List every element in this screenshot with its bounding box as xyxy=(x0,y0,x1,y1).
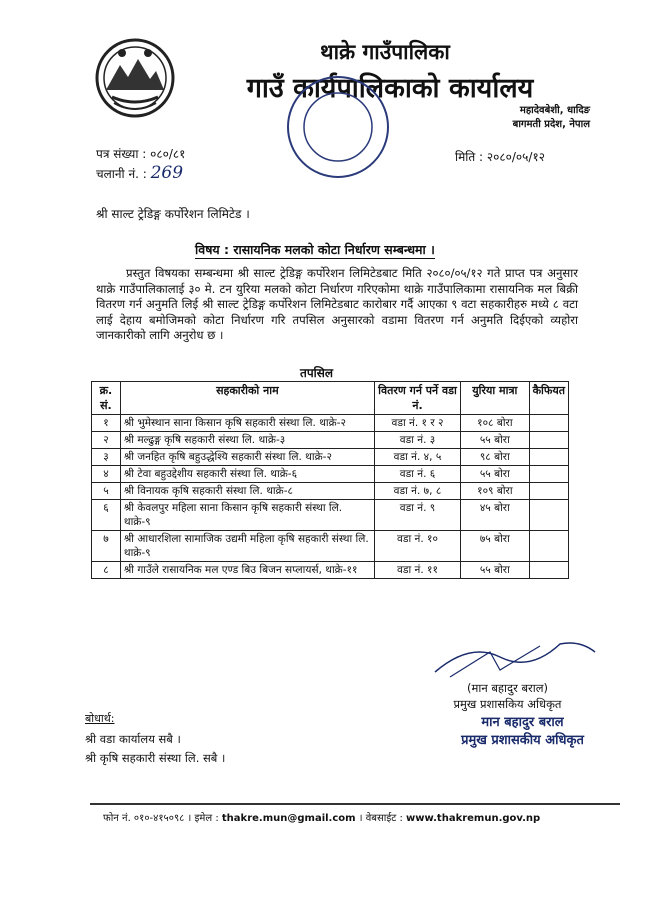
cell-qty: ४५ बोरा xyxy=(461,500,529,531)
cell-remark xyxy=(529,562,568,579)
footer-website-label: । वेबसाईट : xyxy=(358,813,403,824)
footer xyxy=(103,810,540,824)
cc-item: श्री वडा कार्यालय सबै । xyxy=(85,732,181,746)
cell-ward: वडा नं. ३ xyxy=(374,432,460,449)
cell-remark xyxy=(529,500,568,531)
cell-sn: ३ xyxy=(92,449,121,466)
cell-ward: वडा नं. १० xyxy=(374,531,460,562)
table-row xyxy=(92,432,569,449)
cell-remark xyxy=(529,449,568,466)
cell-ward: वडा नं. ४, ५ xyxy=(374,449,460,466)
footer-divider xyxy=(90,803,620,805)
header-org-line2: गाउँ कार्यपालिकाको कार्यालय xyxy=(246,73,534,104)
cell-sn: ४ xyxy=(92,466,121,483)
table-row xyxy=(92,415,569,432)
cell-remark xyxy=(529,466,568,483)
chalani-label: चलानी नं. : xyxy=(96,167,147,181)
cell-sn: ७ xyxy=(92,531,121,562)
cell-ward: वडा नं. ६ xyxy=(374,466,460,483)
chalani-value: 269 xyxy=(150,163,184,183)
cell-qty: ७५ बोरा xyxy=(461,531,529,562)
signatory-title: प्रमुख प्रशासकिय अधिकृत xyxy=(453,697,562,711)
address-line1: महादेवबेशी, धादिङ xyxy=(519,105,590,116)
signature-stamp-name: मान बहादुर बराल xyxy=(481,715,564,730)
table-row xyxy=(92,562,569,579)
cc-label: बोधार्थ: xyxy=(85,712,115,725)
signatory-name: (मान बहादुर बराल) xyxy=(466,681,549,695)
cell-ward: वडा नं. ९ xyxy=(374,500,460,531)
cell-name: श्री विनायक कृषि सहकारी संस्था लि. थाक्रे-८ xyxy=(120,483,374,500)
footer-website: www.thakremun.gov.np xyxy=(406,813,541,824)
cell-sn: ६ xyxy=(92,500,121,531)
col-sn: क्र. सं. xyxy=(92,382,121,415)
cell-name: श्री टेवा बहुउद्देशीय सहकारी संस्था लि. थाक्रे-६ xyxy=(120,466,374,483)
miti-value: २०८०/०५/१२ xyxy=(486,150,545,164)
cell-name: श्री गाउँले रासायनिक मल एण्ड बिउ बिजन सप्लायर्स, थाक्रे-११ xyxy=(120,562,374,579)
body-paragraph: प्रस्तुत विषयका सम्बन्धमा श्री साल्ट ट्रेडिङ्ग कर्पोरेशन लिमिटेडबाट मिति २०८०/०५/१२ गते प्राप्त पत्र अनुसार थाक्रे गाउँपालिकालाई ३० मे. टन युरिया मलको कोटा निर्धारण गरिएकोमा थाक्रे गाउँपालिकामा रासायनिक मल बिक्री वितरण गर्न अनुमति लिई श्री साल्ट ट्रेडिङ्ग कर्पोरेशन लिमिटेडबाट कारोबार गर्दै आएका ९ वटा सहकारीहरु मध्ये ८ वटा लाई देहाय बमोजिमको कोटा निर्धारण गरि तपसिल अनुसारको वडामा वितरण गर्न अनुमति दिईएको व्यहोरा जानकारीको लागि अनुरोध छ । xyxy=(96,266,578,343)
cell-qty: १०८ बोरा xyxy=(461,415,529,432)
col-remark: कैफियत xyxy=(529,382,568,415)
table-row xyxy=(92,483,569,500)
cell-sn: २ xyxy=(92,432,121,449)
cell-qty: ५५ बोरा xyxy=(461,466,529,483)
date xyxy=(455,148,545,165)
cell-sn: १ xyxy=(92,415,121,432)
signature-scribble xyxy=(430,632,600,682)
cell-name: श्री आधारशिला सामाजिक उद्यमी महिला कृषि सहकारी संस्था लि. थाक्रे-९ xyxy=(120,531,374,562)
table-title: तपसिल xyxy=(300,366,334,380)
signature-stamp-title: प्रमुख प्रशासकीय अधिकृत xyxy=(461,733,584,748)
address-line2: बागमती प्रदेश, नेपाल xyxy=(512,119,590,130)
col-qty: युरिया मात्रा xyxy=(461,382,529,415)
cc-item: श्री कृषि सहकारी संस्था लि. सबै । xyxy=(85,751,226,765)
chalani-number xyxy=(96,163,183,183)
cell-ward: वडा नं. ७, ८ xyxy=(374,483,460,500)
cell-remark xyxy=(529,415,568,432)
patra-sankhya-label: पत्र संख्या : xyxy=(96,147,147,161)
signature-block xyxy=(420,680,595,712)
cell-name: श्री मल्ढुङ्ग कृषि सहकारी संस्था लि. थाक्रे-३ xyxy=(120,432,374,449)
table-row xyxy=(92,531,569,562)
cell-remark xyxy=(529,531,568,562)
cell-sn: ८ xyxy=(92,562,121,579)
quota-table xyxy=(91,381,569,579)
patra-sankhya-value: ०८०/८१ xyxy=(150,147,186,161)
cell-ward: वडा नं. ११ xyxy=(374,562,460,579)
cell-qty: ५५ बोरा xyxy=(461,562,529,579)
col-name: सहकारीको नाम xyxy=(120,382,374,415)
table-body xyxy=(92,415,569,579)
municipality-emblem-logo xyxy=(92,35,178,121)
recipient: श्री साल्ट ट्रेडिङ्ग कर्पोरेशन लिमिटेड । xyxy=(96,207,250,221)
table-row xyxy=(92,500,569,531)
office-stamp xyxy=(283,72,393,182)
table-header-row xyxy=(92,382,569,415)
footer-email: thakre.mun@gmail.com xyxy=(221,813,356,824)
cell-ward: वडा नं. १ र २ xyxy=(374,415,460,432)
table-row xyxy=(92,449,569,466)
footer-phone: फोन नं. ०१०-४१५०९८ । इमेल : xyxy=(103,813,219,824)
cell-sn: ५ xyxy=(92,483,121,500)
table-row xyxy=(92,466,569,483)
cell-name: श्री भुमेस्थान साना किसान कृषि सहकारी संस्था लि. थाक्रे-२ xyxy=(120,415,374,432)
signature-stamp xyxy=(440,714,605,750)
office-stamp-ring xyxy=(283,72,393,182)
office-address xyxy=(470,104,590,132)
cell-qty: १०९ बोरा xyxy=(461,483,529,500)
header-org-line1: थाक्रे गाउँपालिका xyxy=(320,40,450,64)
cell-qty: ५५ बोरा xyxy=(461,432,529,449)
subject: विषय : रासायनिक मलको कोटा निर्धारण सम्बन्धमा । xyxy=(195,242,435,257)
cell-qty: ९८ बोरा xyxy=(461,449,529,466)
patra-sankhya xyxy=(96,145,185,162)
col-ward: वितरण गर्न पर्ने वडा नं. xyxy=(374,382,460,415)
cell-remark xyxy=(529,483,568,500)
cell-name: श्री जनहित कृषि बहुउद्धेश्यि सहकारी संस्था लि. थाक्रे-२ xyxy=(120,449,374,466)
miti-label: मिति : xyxy=(455,150,484,164)
cell-name: श्री केवलपुर महिला साना किसान कृषि सहकारी संस्था लि. थाक्रे-९ xyxy=(120,500,374,531)
cell-remark xyxy=(529,432,568,449)
